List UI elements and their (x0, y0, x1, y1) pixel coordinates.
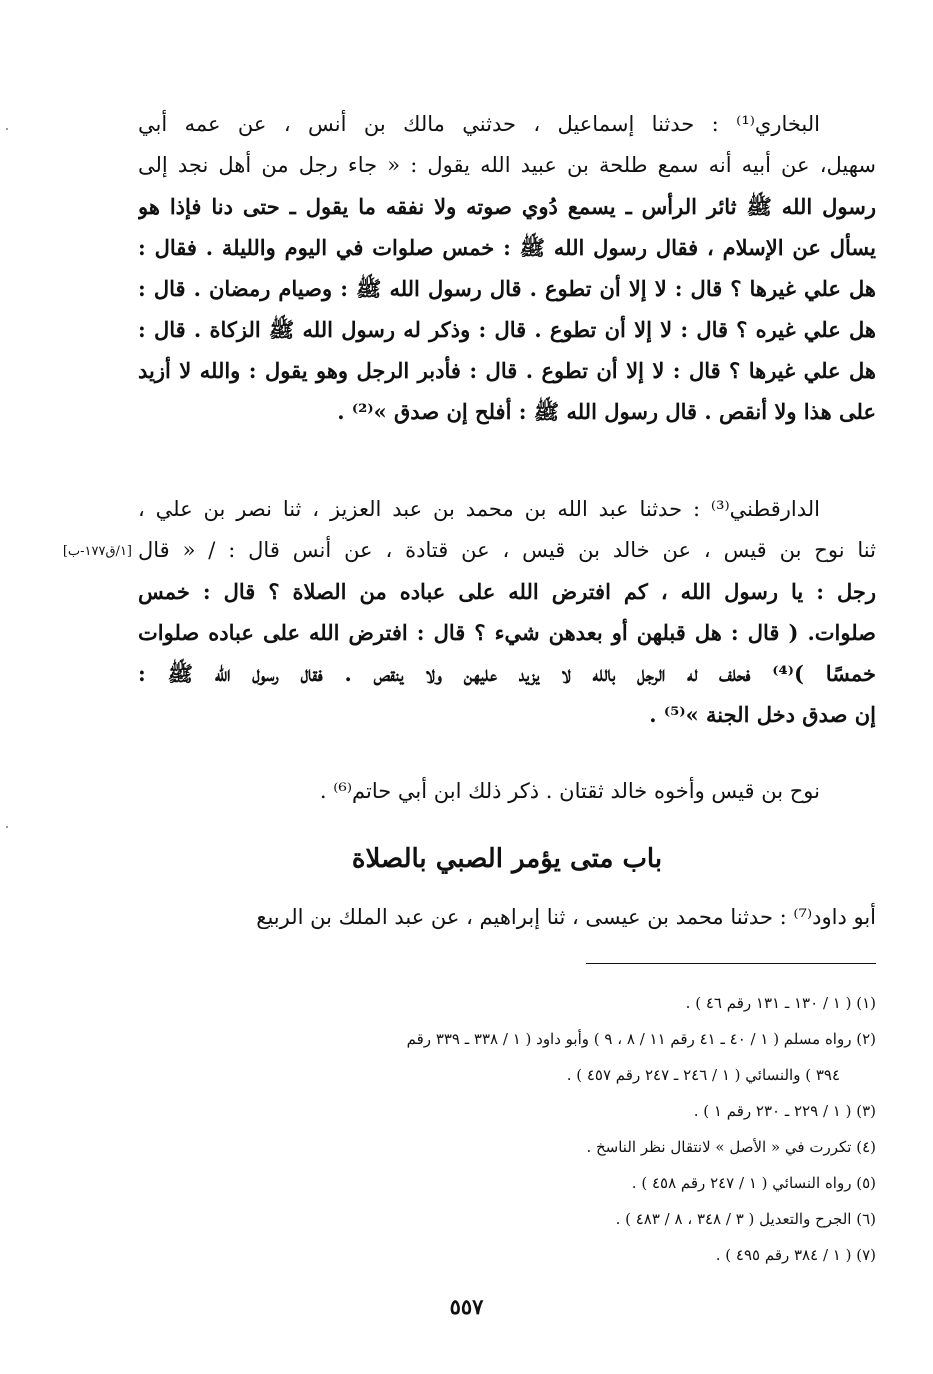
hadith-abu-dawud-paragraph (138, 897, 876, 938)
footnote-continuation: ٣٩٤ ) والنسائي ( ١ / ٢٤٦ ـ ٢٤٧ رقم ٤٥٧ ) . (566, 1066, 840, 1084)
text-line: رسول الله ﷺ ثائر الرأس ـ يسمع دُوي صوته ولا نفقه ما يقول ـ حتى دنا فإذا هو (138, 194, 876, 219)
text-line: صلوات. ( قال : هل قبلهن أو بعدهن شيء ؟ قال : افترض الله على عباده صلوات (138, 620, 876, 645)
text-line: الدارقطني⁽³⁾ : حدثنا عبد الله بن محمد بن عبد العزيز ، ثنا نصر بن علي ، (138, 497, 820, 521)
footnote: (٤) تكررت في « الأصل » لانتقال نظر الناسخ . (586, 1138, 876, 1156)
footnote: (٧) ( ١ / ٣٨٤ رقم ٤٩٥ ) . (715, 1246, 876, 1264)
text-line: البخاري⁽¹⁾ : حدثنا إسماعيل ، حدثني مالك بن أنس ، عن عمه أبي (138, 112, 820, 136)
text-line: رجل : يا رسول الله ، كم افترض الله على عباده من الصلاة ؟ قال : خمس (138, 579, 876, 604)
footnote-separator (586, 963, 876, 964)
page-number: ٥٥٧ (449, 1294, 484, 1319)
text-line: إن صدق دخل الجنة »⁽⁵⁾ . (649, 702, 876, 727)
footnote: (٥) رواه النسائي ( ١ / ٢٤٧ رقم ٤٥٨ ) . (631, 1174, 876, 1192)
text-line: سهيل، عن أبيه أنه سمع طلحة بن عبيد الله يقول : « جاء رجل من أهل نجد إلى (138, 153, 876, 177)
text-line: هل علي غيرها ؟ قال : لا إلا أن تطوع . قال رسول الله ﷺ : وصيام رمضان . قال : (138, 276, 876, 301)
text-line: خمسًا )⁽⁴⁾ فحلف له الرجل بالله لا يزيد عليهن ولا ينقص . فقال رسول الله ﷺ : (138, 661, 876, 686)
manuscript-folio-marker: [١/ق١٧٧-ب] (62, 544, 132, 559)
footnote: (٦) الجرح والتعديل ( ٣ / ٣٤٨ ، ٨ / ٤٨٣ ) . (615, 1210, 876, 1228)
text-line: هل علي غيرها ؟ قال : لا إلا أن تطوع . قال : فأدبر الرجل وهو يقول : والله لا أزيد (138, 358, 876, 383)
text-line: هل علي غيره ؟ قال : لا إلا أن تطوع . قال : وذكر له رسول الله ﷺ الزكاة . قال : (138, 317, 876, 342)
hadith-daraqutni-paragraph (138, 489, 876, 735)
scan-mark (6, 128, 8, 130)
footnote: (١) ( ١ / ١٣٠ ـ ١٣١ رقم ٤٦ ) . (685, 994, 876, 1012)
text-line: أبو داود⁽⁷⁾ : حدثنا محمد بن عيسى ، ثنا إبراهيم ، عن عبد الملك بن الربيع (256, 905, 876, 929)
footnotes (138, 985, 876, 1273)
text-line: يسأل عن الإسلام ، فقال رسول الله ﷺ : خمس صلوات في اليوم والليلة . فقال : (138, 235, 876, 260)
text-line: نوح بن قيس وأخوه خالد ثقتان . ذكر ذلك ابن أبي حاتم⁽⁶⁾ . (319, 779, 820, 803)
footnote: (٢) رواه مسلم ( ١ / ٤٠ ـ ٤١ رقم ١١ / ٨ ، ٩ ) وأبو داود ( ١ / ٣٣٨ ـ ٣٣٩ رقم (406, 1030, 876, 1048)
hadith-bukhari-paragraph (138, 104, 876, 432)
text-line: ثنا نوح بن قيس ، عن خالد بن قيس ، عن قتادة ، عن أنس قال : / « قال (138, 538, 876, 562)
text-line: على هذا ولا أنقص . قال رسول الله ﷺ : أفلح إن صدق »⁽²⁾ . (337, 399, 876, 424)
narrator-note (138, 771, 876, 812)
section-heading: باب متى يؤمر الصبي بالصلاة (351, 844, 663, 874)
scan-mark (6, 826, 8, 828)
footnote: (٣) ( ١ / ٢٢٩ ـ ٢٣٠ رقم ١ ) . (693, 1102, 876, 1120)
